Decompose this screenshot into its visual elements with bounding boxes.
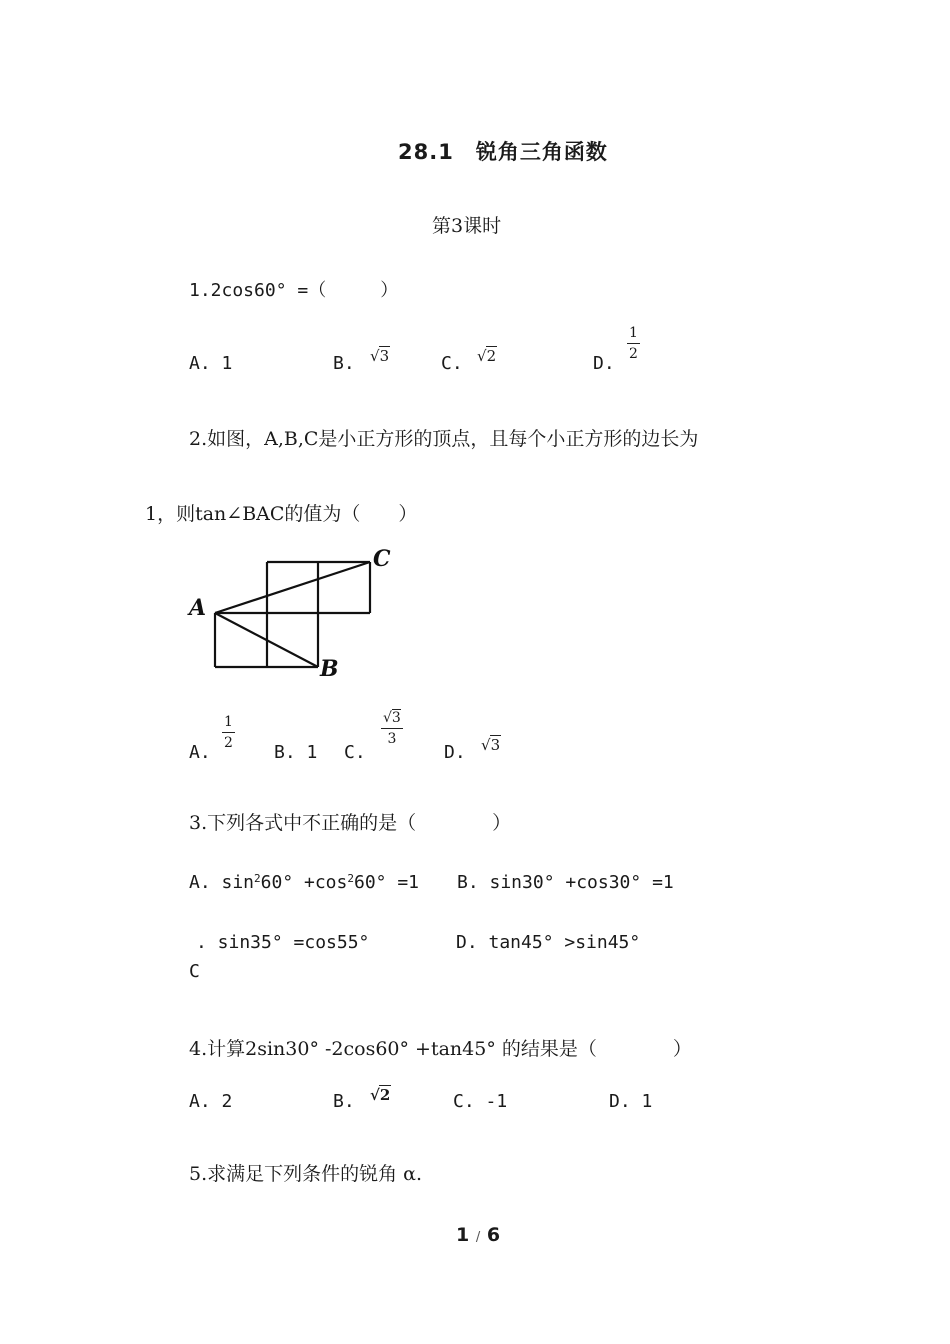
question-4-option-c: C. -1 [453, 1091, 508, 1112]
page-number-current: 1 [456, 1224, 470, 1246]
question-2-option-d-sqrt: √3 [481, 736, 501, 754]
question-2-stem-line-1: 2.如图，A,B,C是小正方形的顶点，且每个小正方形的边长为 [189, 428, 699, 450]
question-4-stem: 4.计算2sin30° -2cos60° +tan45° 的结果是（ ） [189, 1038, 692, 1060]
point-label-c: C [373, 546, 391, 572]
question-2-stem-line-2: 1，则tan∠BAC的值为（ ） [145, 503, 418, 525]
question-4-option-b: B. [333, 1091, 355, 1112]
question-3-option-b: B. sin30° +cos30° =1 [457, 872, 674, 893]
question-5-stem: 5.求满足下列条件的锐角 α. [189, 1163, 423, 1185]
question-2-option-d: D. [444, 742, 466, 763]
question-1-option-c-sqrt: √2 [477, 347, 497, 365]
question-1-option-d: D. [593, 353, 615, 374]
question-2-option-c: C. [344, 742, 366, 763]
lesson-subtitle: 第3课时 [432, 215, 502, 237]
question-1-option-c: C. [441, 353, 463, 374]
question-2-option-c-fraction: √3 3 [383, 710, 401, 747]
question-4-option-d: D. 1 [609, 1091, 653, 1112]
question-1-option-a: A. 1 [189, 353, 233, 374]
page-number-total: 6 [486, 1224, 501, 1246]
page-number [456, 1224, 500, 1246]
page-number-separator: / [475, 1230, 481, 1245]
question-2-option-b: B. 1 [274, 742, 318, 763]
question-2-grid-figure [186, 544, 398, 684]
question-3-option-c: . sin35° =cos55° [196, 932, 370, 953]
question-1-option-b: B. [333, 353, 355, 374]
page-title: 28.1 锐角三角函数 [398, 140, 608, 164]
question-1-option-d-fraction: 1 2 [629, 325, 638, 362]
question-4-option-a: A. 2 [189, 1091, 233, 1112]
question-2-option-a-fraction: 1 2 [224, 714, 233, 751]
question-3-option-d: D. tan45° >sin45° [456, 932, 641, 953]
question-2-option-a: A. [189, 742, 211, 763]
point-label-a: A [189, 595, 207, 621]
question-1-option-b-sqrt: √3 [370, 347, 390, 365]
question-1-stem: 1.2cos60° =（ ） [189, 280, 399, 301]
question-4-option-b-sqrt: √2 [370, 1086, 391, 1104]
question-3-stem: 3.下列各式中不正确的是（ ） [189, 812, 512, 834]
question-3-option-c-letter: C [189, 961, 200, 982]
point-label-b: B [320, 656, 339, 682]
question-3-option-a: A. $\sin^260^\circ +\cos^260^\circ =1$ [189, 872, 420, 893]
segment-ac [215, 562, 370, 613]
